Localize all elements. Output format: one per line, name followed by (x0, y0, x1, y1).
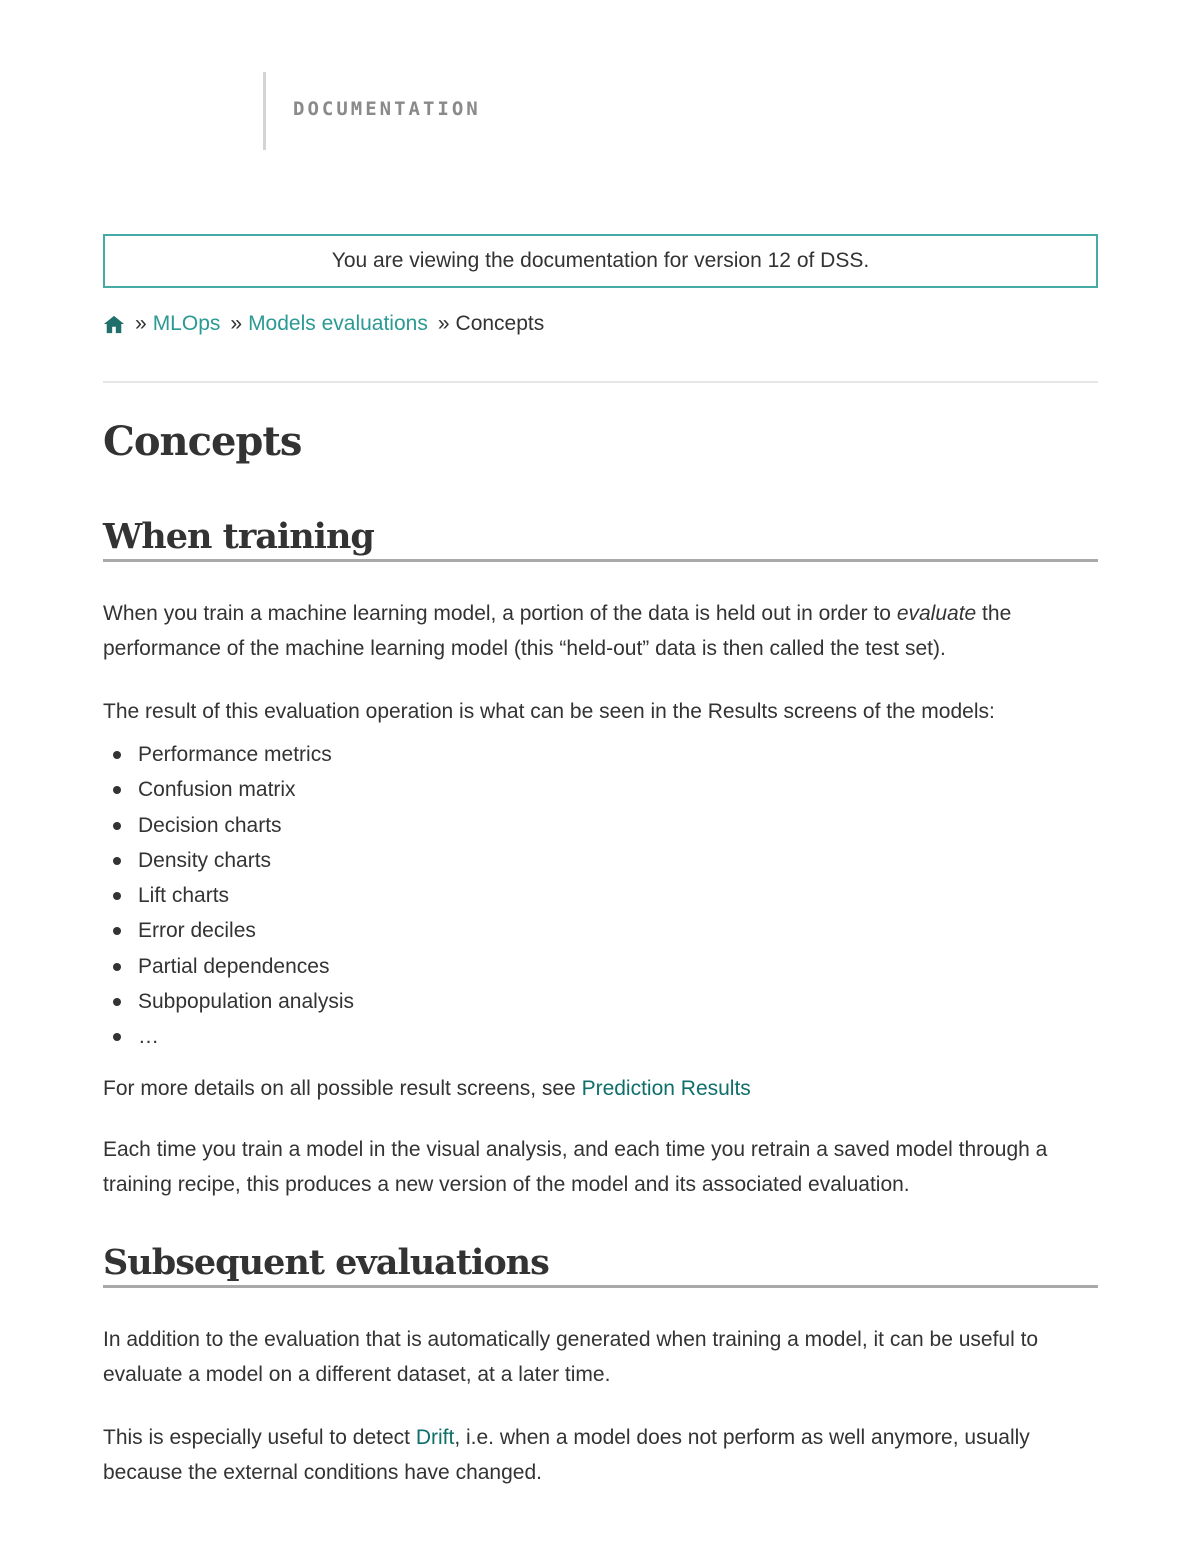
prediction-results-link[interactable]: Prediction Results (581, 1077, 751, 1100)
version-number: 12 (767, 249, 791, 272)
list-item: … (103, 1019, 354, 1054)
training-paragraph-2: The result of this evaluation operation is what can be seen in the Results screens of the models: (103, 700, 995, 723)
training-paragraph-3 (103, 1071, 1103, 1106)
drift-link[interactable]: Drift (415, 1426, 455, 1449)
version-notice-suffix: of DSS. (796, 249, 870, 272)
version-notice (103, 234, 1098, 288)
list-item: Subpopulation analysis (103, 984, 354, 1019)
list-item: Decision charts (103, 808, 354, 843)
breadcrumb-separator: » (230, 312, 243, 335)
training-paragraph-4: Each time you train a model in the visual analysis, and each time you retrain a saved model through a training recipe, this produces a new version of the model and its associated evaluation. (103, 1138, 1048, 1196)
section-heading-when-training: When training (103, 516, 1098, 562)
header-label: DOCUMENTATION (293, 98, 481, 120)
breadcrumb-item-concepts: Concepts (455, 312, 545, 335)
result-screens-list (103, 737, 354, 1055)
training-p1-emphasis: evaluate (896, 602, 977, 625)
training-p1-text-a: When you train a machine learning model, a portion of the data is held out in order to (103, 602, 897, 625)
training-p1-text-b: the performance of the machine learning model (this “held-out” data is then called the test set). (103, 602, 1012, 660)
breadcrumb-rule (103, 381, 1098, 383)
page-title: Concepts (103, 418, 302, 465)
header-divider (263, 72, 266, 150)
subsequent-paragraph-2 (103, 1420, 1103, 1490)
subsequent-paragraph-1: In addition to the evaluation that is automatically generated when training a model, it can be useful to evaluate a model on a different dataset, at a later time. (103, 1328, 1039, 1386)
breadcrumb-home-link[interactable] (103, 314, 125, 334)
training-p3-text: For more details on all possible result screens, see (103, 1077, 582, 1100)
list-item: Lift charts (103, 878, 354, 913)
home-icon (103, 314, 125, 334)
breadcrumb-item-models-evaluations[interactable]: Models evaluations (248, 312, 428, 335)
subsequent-p2-text-a: This is especially useful to detect (103, 1426, 416, 1449)
list-item: Performance metrics (103, 737, 354, 772)
list-item: Confusion matrix (103, 772, 354, 807)
list-item: Density charts (103, 843, 354, 878)
list-item: Partial dependences (103, 949, 354, 984)
section-heading-subsequent-evaluations: Subsequent evaluations (103, 1242, 1098, 1288)
subsequent-p2-text-b: , i.e. when a model does not perform as well anymore, usually because the external conditions have changed. (103, 1426, 1030, 1484)
list-item: Error deciles (103, 913, 354, 948)
training-paragraph-1 (103, 596, 1103, 666)
breadcrumb-item-mlops[interactable]: MLOps (152, 312, 221, 335)
version-notice-prefix: You are viewing the documentation for version (331, 249, 762, 272)
breadcrumb (103, 312, 544, 336)
breadcrumb-separator: » (135, 312, 147, 335)
breadcrumb-separator: » (437, 312, 450, 335)
